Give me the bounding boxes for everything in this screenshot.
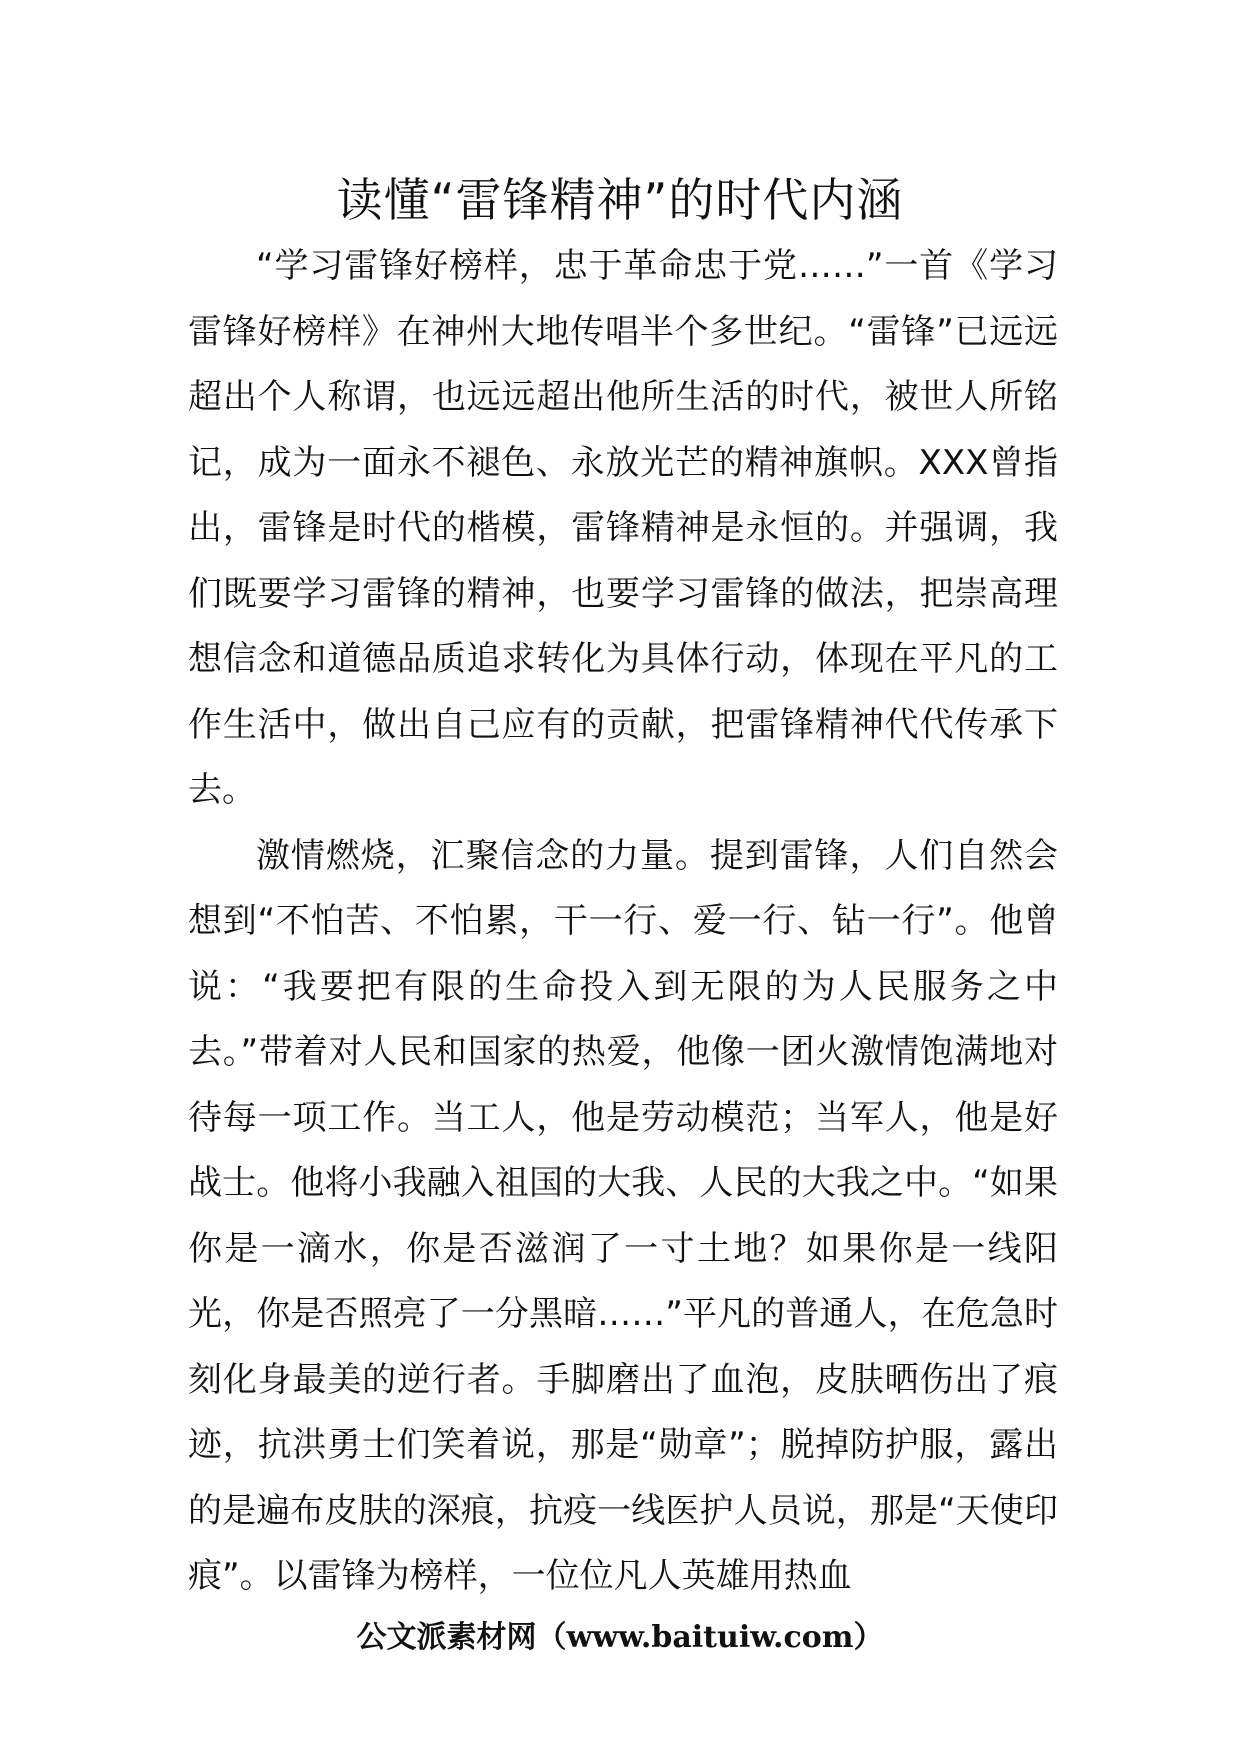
document-body <box>188 234 1058 1610</box>
paragraph-1: “学习雷锋好榜样，忠于革命忠于党……”一首《学习雷锋好榜样》在神州大地传唱半个多世纪。“雷锋”已远远超出个人称谓，也远远超出他所生活的时代，被世人所铭记，成为一面永不褪色、永放光芒的精神旗帜。XXX曾指出，雷锋是时代的楷模，雷锋精神是永恒的。并强调，我们既要学习雷锋的精神，也要学习雷锋的做法，把崇高理想信念和道德品质追求转化为具体行动，体现在平凡的工作生活中，做出自己应有的贡献，把雷锋精神代代传承下去。 <box>188 246 1058 810</box>
watermark-footer: 公文派素材网（www.baituiw.com） <box>356 1620 884 1655</box>
paragraph-2: 激情燃烧，汇聚信念的力量。提到雷锋，人们自然会想到“不怕苦、不怕累，干一行、爱一行、钻一行”。他曾说：“我要把有限的生命投入到无限的为人民服务之中去。”带着对人民和国家的热爱，他像一团火激情饱满地对待每一项工作。当工人，他是劳动模范；当军人，他是好战士。他将小我融入祖国的大我、人民的大我之中。“如果你是一滴水，你是否滋润了一寸土地？如果你是一线阳光，你是否照亮了一分黑暗……”平凡的普通人，在危急时刻化身最美的逆行者。手脚磨出了血泡，皮肤晒伤出了痕迹，抗洪勇士们笑着说，那是“勋章”；脱掉防护服，露出的是遍布皮肤的深痕，抗疫一线医护人员说，那是“天使印痕”。以雷锋为榜样，一位位凡人英雄用热血 <box>188 835 1058 1596</box>
document-title: 读懂“雷锋精神”的时代内涵 <box>336 173 904 227</box>
